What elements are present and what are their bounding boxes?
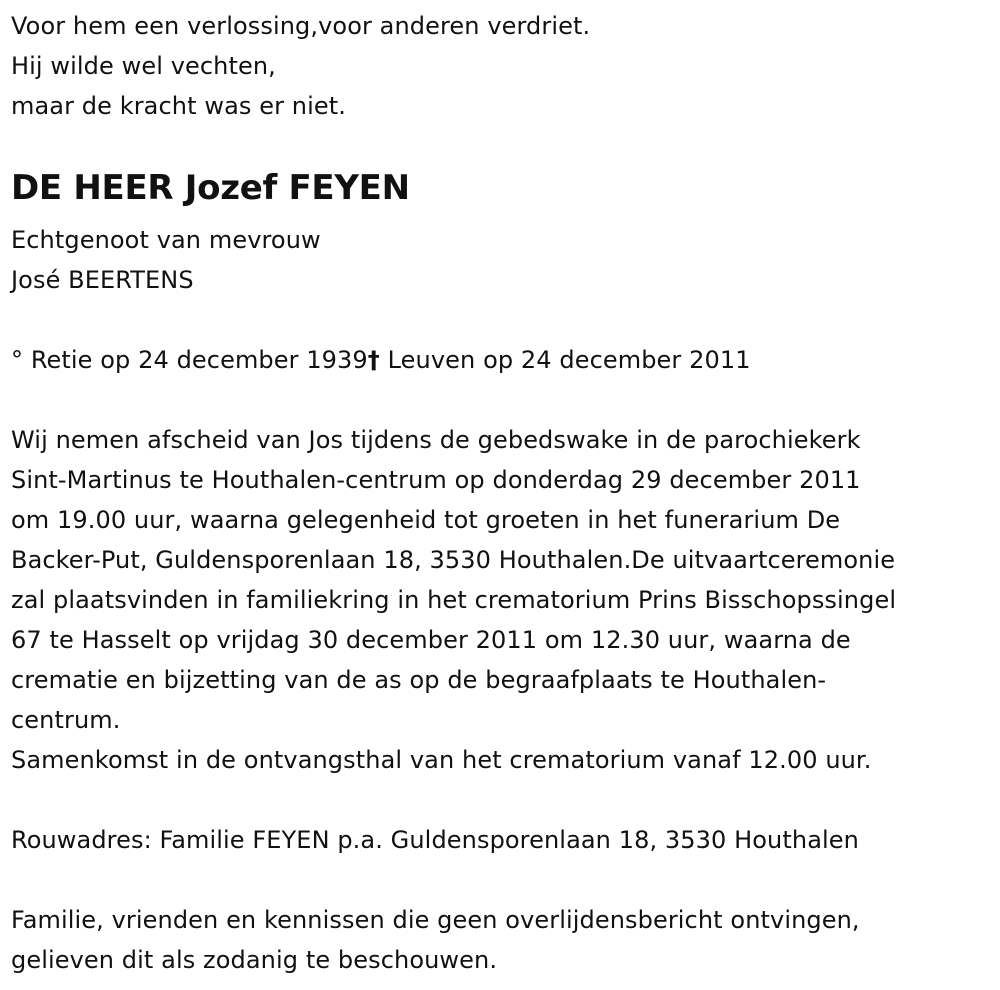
- dagger-icon: †: [367, 346, 380, 374]
- ceremony-line: 67 te Hasselt op vrijdag 30 december 2011 om 12.30 uur, waarna de: [11, 626, 851, 654]
- spacer: [11, 860, 996, 900]
- mourning-address: Rouwadres: Familie FEYEN p.a. Guldensporenlaan 18, 3530 Houthalen: [11, 826, 859, 854]
- deceased-name: DE HEER Jozef FEYEN: [11, 168, 410, 208]
- closing-paragraph: [11, 900, 996, 980]
- verse-line: Hij wilde wel vechten,: [11, 52, 276, 80]
- closing-line: gelieven dit als zodanig te beschouwen.: [11, 946, 498, 974]
- spacer: [11, 126, 996, 166]
- closing-line: Familie, vrienden en kennissen die geen overlijdensbericht ontvingen,: [11, 906, 860, 934]
- verse-line: Voor hem een verlossing,voor anderen verdriet.: [11, 12, 591, 40]
- spacer: [11, 380, 996, 420]
- verse: [11, 6, 996, 126]
- ceremony-line: om 19.00 uur, waarna gelegenheid tot groeten in het funerarium De: [11, 506, 841, 534]
- ceremony-line: Samenkomst in de ontvangsthal van het crematorium vanaf 12.00 uur.: [11, 746, 872, 774]
- ceremony-paragraph: [11, 420, 996, 780]
- life-dates: [11, 340, 996, 380]
- obituary-document: [11, 6, 996, 980]
- ceremony-line: crematie en bijzetting van de as op de begraafplaats te Houthalen-: [11, 666, 827, 694]
- ceremony-line: Sint-Martinus te Houthalen-centrum op donderdag 29 december 2011: [11, 466, 861, 494]
- ceremony-line: centrum.: [11, 706, 121, 734]
- spacer: [11, 300, 996, 340]
- birth-date: ° Retie op 24 december 1939: [11, 346, 368, 374]
- spacer: [11, 780, 996, 820]
- ceremony-line: Backer-Put, Guldensporenlaan 18, 3530 Houthalen.De uitvaartceremonie: [11, 546, 896, 574]
- spouse-name: José BEERTENS: [11, 266, 194, 294]
- ceremony-line: Wij nemen afscheid van Jos tijdens de gebedswake in de parochiekerk: [11, 426, 861, 454]
- ceremony-line: zal plaatsvinden in familiekring in het crematorium Prins Bisschopssingel: [11, 586, 897, 614]
- spouse-relation: Echtgenoot van mevrouw: [11, 226, 321, 254]
- verse-line: maar de kracht was er niet.: [11, 92, 346, 120]
- death-date: Leuven op 24 december 2011: [379, 346, 751, 374]
